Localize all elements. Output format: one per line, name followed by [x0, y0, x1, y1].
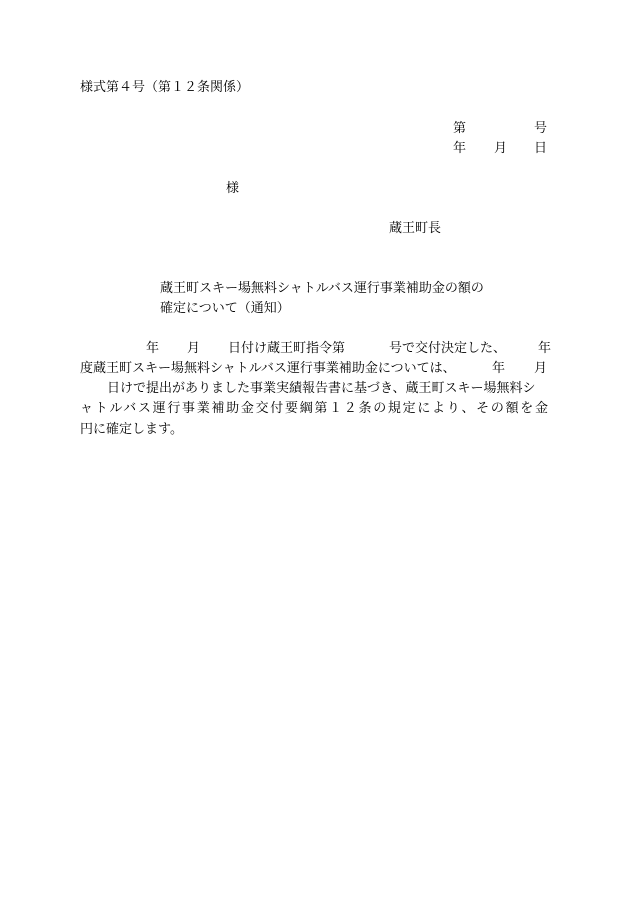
body-line-4 — [80, 402, 548, 415]
body-month-label: 月 — [187, 341, 201, 356]
body-fiscal-year-label: 年 — [538, 341, 552, 356]
body-subsidy-text: 度蔵王町スキー場無料シャトルバス運行事業補助金については、 — [80, 361, 456, 376]
document-number-prefix: 第 — [453, 121, 467, 136]
document-title-line-2: 確定について（通知） — [160, 301, 290, 316]
body-year-label: 年 — [146, 341, 160, 356]
body-regulation-text: ャトルバス運行事業補助金交付要綱第１２条の規定により、その額を金 — [80, 401, 548, 416]
document-title-line-1: 蔵王町スキー場無料シャトルバス運行事業補助金の額の — [160, 281, 484, 296]
form-number-label: 様式第４号（第１２条関係） — [80, 80, 250, 95]
date-month-label: 月 — [494, 141, 508, 156]
body-report-text: 日けで提出がありました事業実績報告書に基づき、蔵王町スキー場無料シ — [107, 381, 536, 396]
date-year-label: 年 — [453, 141, 467, 156]
body-report-year-label: 年 — [492, 361, 506, 376]
body-line-5: 円に確定します。 — [80, 422, 183, 437]
issuer-name: 蔵王町長 — [389, 221, 442, 236]
date-day-label: 日 — [534, 141, 548, 156]
addressee-honorific: 様 — [226, 181, 240, 196]
document-number-suffix: 号 — [534, 121, 548, 136]
body-decision-text: 号で交付決定した、 — [389, 341, 507, 356]
body-line-3 — [80, 382, 548, 395]
body-report-month-label: 月 — [534, 361, 548, 376]
body-order-text: 日付け蔵王町指令第 — [228, 341, 346, 356]
